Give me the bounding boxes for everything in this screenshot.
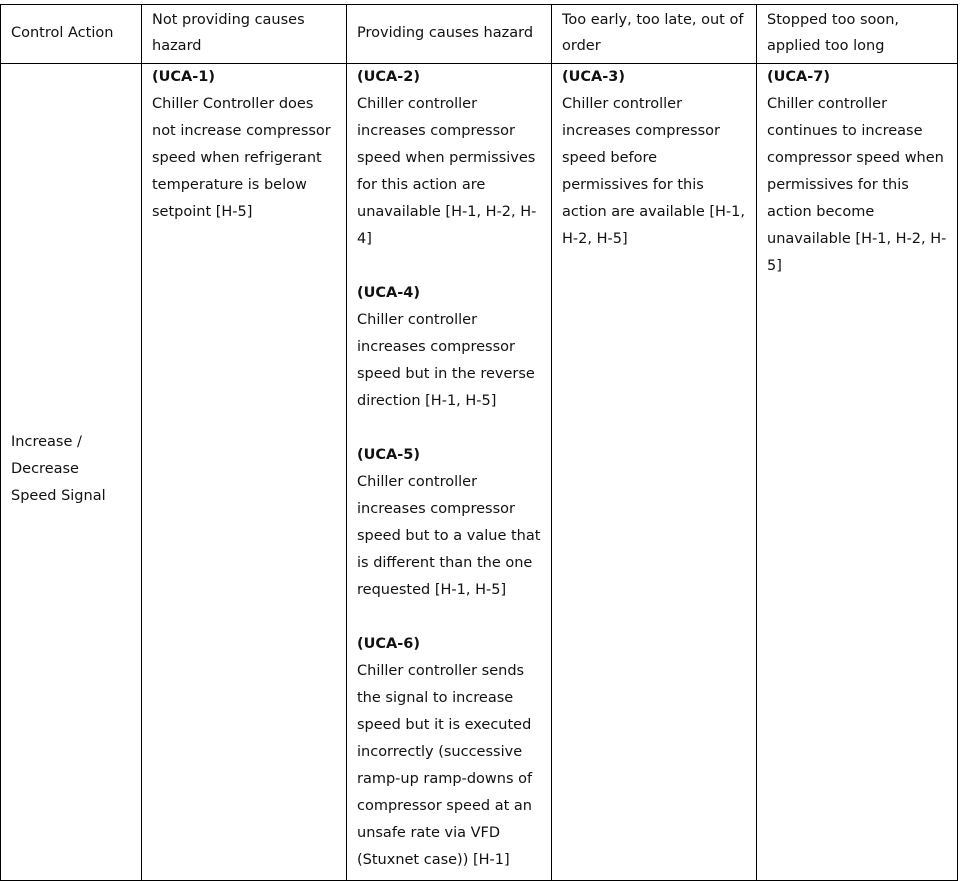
uca-description: Chiller Controller does not increase compressor speed when refrigerant temperature is below setpoint [H-5] xyxy=(152,96,331,220)
uca-entry xyxy=(357,280,541,415)
timing-cell xyxy=(552,64,757,881)
uca-description: Chiller controller continues to increase compressor speed when permissives for this action become unavailable [H-1, H-2, H-5] xyxy=(767,96,947,274)
control-action-cell xyxy=(1,64,142,881)
header-not-providing: Not providing causes hazard xyxy=(142,5,347,64)
uca-entry xyxy=(357,442,541,604)
uca-entry xyxy=(562,64,746,253)
uca-description: Chiller controller increases compressor speed but to a value that is different than the one requested [H-1, H-5] xyxy=(357,474,541,598)
uca-id: (UCA-5) xyxy=(357,447,420,463)
uca-id: (UCA-1) xyxy=(152,69,215,85)
not-providing-cell xyxy=(142,64,347,881)
control-action-label: Increase / Decrease Speed Signal xyxy=(11,433,106,504)
table-row xyxy=(1,64,958,881)
duration-cell xyxy=(757,64,958,881)
header-providing: Providing causes hazard xyxy=(347,5,552,64)
uca-description: Chiller controller increases compressor speed before permissives for this action are available [H-1, H-2, H-5] xyxy=(562,96,745,247)
header-control-action: Control Action xyxy=(1,5,142,64)
uca-entry xyxy=(357,631,541,874)
header-row xyxy=(1,5,958,64)
uca-entry xyxy=(767,64,947,280)
uca-id: (UCA-3) xyxy=(562,69,625,85)
uca-description: Chiller controller sends the signal to increase speed but it is executed incorrectly (successive ramp-up ramp-downs of compressor speed at an unsafe rate via VFD (Stuxnet case)) [H-1] xyxy=(357,663,533,868)
uca-entry xyxy=(357,64,541,253)
header-timing: Too early, too late, out of order xyxy=(552,5,757,64)
uca-description: Chiller controller increases compressor speed but in the reverse direction [H-1, H-5] xyxy=(357,312,535,409)
uca-id: (UCA-6) xyxy=(357,636,420,652)
header-duration: Stopped too soon, applied too long xyxy=(757,5,958,64)
uca-id: (UCA-7) xyxy=(767,69,830,85)
uca-description: Chiller controller increases compressor speed when permissives for this action are unavailable [H-1, H-2, H-4] xyxy=(357,96,537,247)
uca-id: (UCA-2) xyxy=(357,69,420,85)
uca-id: (UCA-4) xyxy=(357,285,420,301)
uca-table xyxy=(0,4,958,881)
providing-cell xyxy=(347,64,552,881)
uca-entry xyxy=(152,64,336,226)
